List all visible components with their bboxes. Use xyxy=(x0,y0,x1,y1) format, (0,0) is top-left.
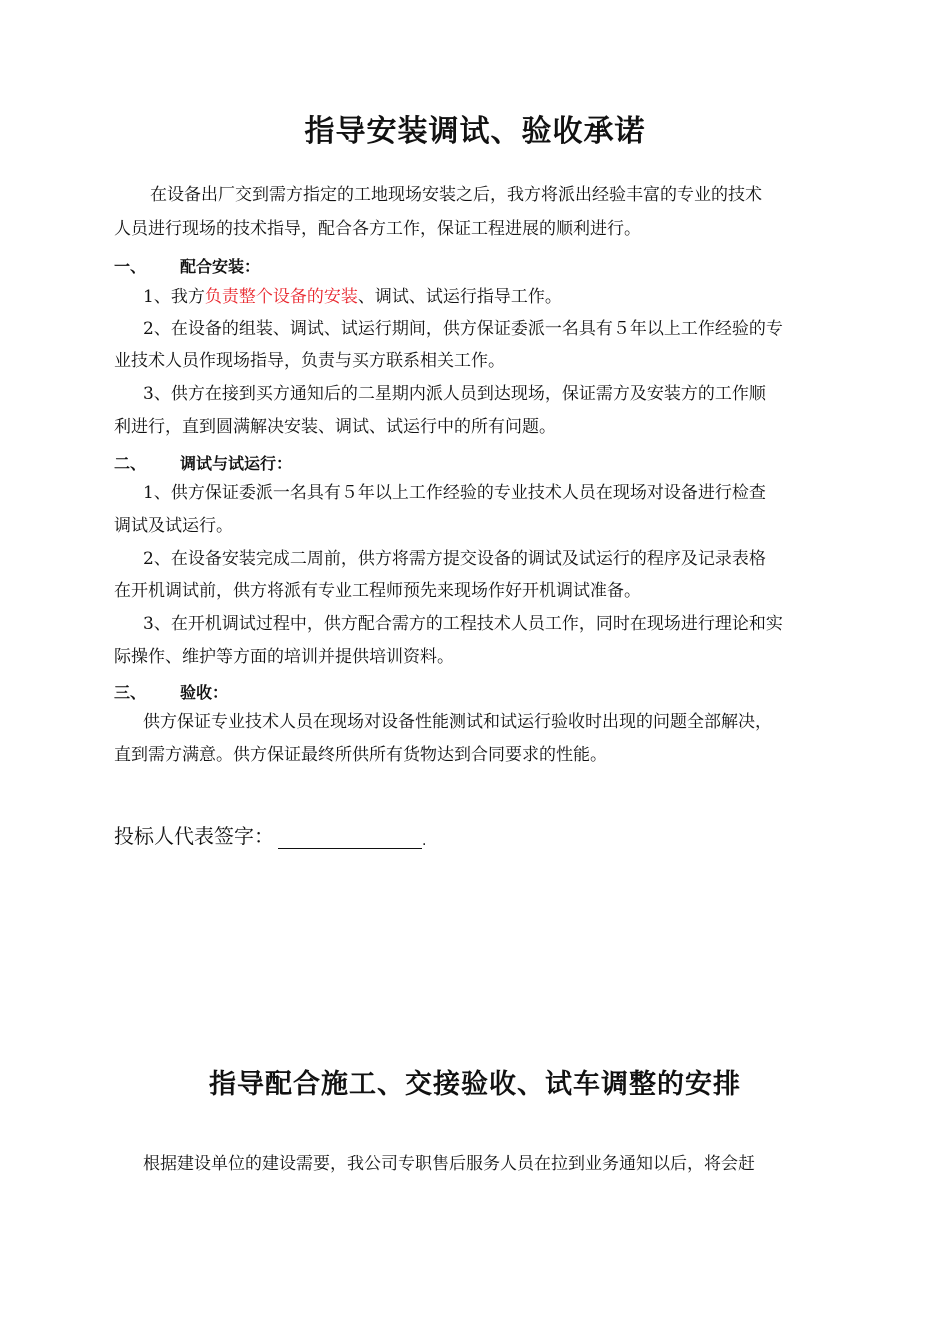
section-heading-text: 配合安装： xyxy=(180,257,261,276)
install-item-3-line-1: 3、供方在接到买方通知后的二星期内派人员到达现场，保证需方及安装方的工作顺 xyxy=(143,384,766,404)
commission-item-3-line-2: 际操作、维护等方面的培训并提供培训资料。 xyxy=(114,647,454,667)
acceptance-line-2: 直到需方满意。供方保证最终所供所有货物达到合同要求的性能。 xyxy=(114,745,607,765)
acceptance-line-1: 供方保证专业技术人员在现场对设备性能测试和试运行验收时出现的问题全部解决， xyxy=(143,712,772,732)
commission-item-1-line-1: 1、供方保证委派一名具有５年以上工作经验的专业技术人员在现场对设备进行检查 xyxy=(143,483,766,503)
section-heading-install xyxy=(114,254,260,277)
section-number: 二、 xyxy=(114,454,147,473)
install-item-3-line-2: 利进行，直到圆满解决安装、调试、试运行中的所有问题。 xyxy=(114,417,556,437)
intro-line-2: 人员进行现场的技术指导，配合各方工作，保证工程进展的顺利进行。 xyxy=(114,219,641,239)
install-item-1-highlight: 负责整个设备的安装 xyxy=(204,287,358,307)
section-number: 三、 xyxy=(114,683,147,702)
section-number: 一、 xyxy=(114,257,147,276)
section-heading-commissioning xyxy=(114,451,292,474)
signature-label: 投标人代表签字： xyxy=(114,824,274,848)
section-title-arrangement: 指导配合施工、交接验收、试车调整的安排 xyxy=(209,1069,741,1100)
commission-item-2-line-2: 在开机调试前，供方将派有专业工程师预先来现场作好开机调试准备。 xyxy=(114,581,641,601)
signature-blank xyxy=(278,826,422,849)
commission-item-2-line-1: 2、在设备安装完成二周前，供方将需方提交设备的调试及试运行的程序及记录表格 xyxy=(143,549,766,569)
signature-line xyxy=(114,820,426,849)
install-item-2-line-2: 业技术人员作现场指导，负责与买方联系相关工作。 xyxy=(114,351,505,371)
section-heading-acceptance xyxy=(114,680,228,703)
arrangement-body-line-1: 根据建设单位的建设需要，我公司专职售后服务人员在拉到业务通知以后，将会赶 xyxy=(143,1154,755,1174)
section-heading-text: 调试与试运行： xyxy=(180,454,293,473)
commission-item-3-line-1: 3、在开机调试过程中，供方配合需方的工程技术人员工作，同时在现场进行理论和实 xyxy=(143,614,783,634)
install-item-2-line-1: 2、在设备的组装、调试、试运行期间，供方保证委派一名具有５年以上工作经验的专 xyxy=(143,319,783,339)
page-title: 指导安装调试、验收承诺 xyxy=(304,114,646,149)
section-heading-text: 验收： xyxy=(180,683,229,702)
intro-line-1: 在设备出厂交到需方指定的工地现场安装之后，我方将派出经验丰富的专业的技术 xyxy=(150,185,762,205)
install-item-1-prefix: 1、我方 xyxy=(143,287,205,307)
commission-item-1-line-2: 调试及试运行。 xyxy=(114,516,233,536)
signature-dot: . xyxy=(422,833,427,849)
install-item-1 xyxy=(143,286,844,308)
install-item-1-suffix: 、调试、试运行指导工作。 xyxy=(357,287,562,307)
